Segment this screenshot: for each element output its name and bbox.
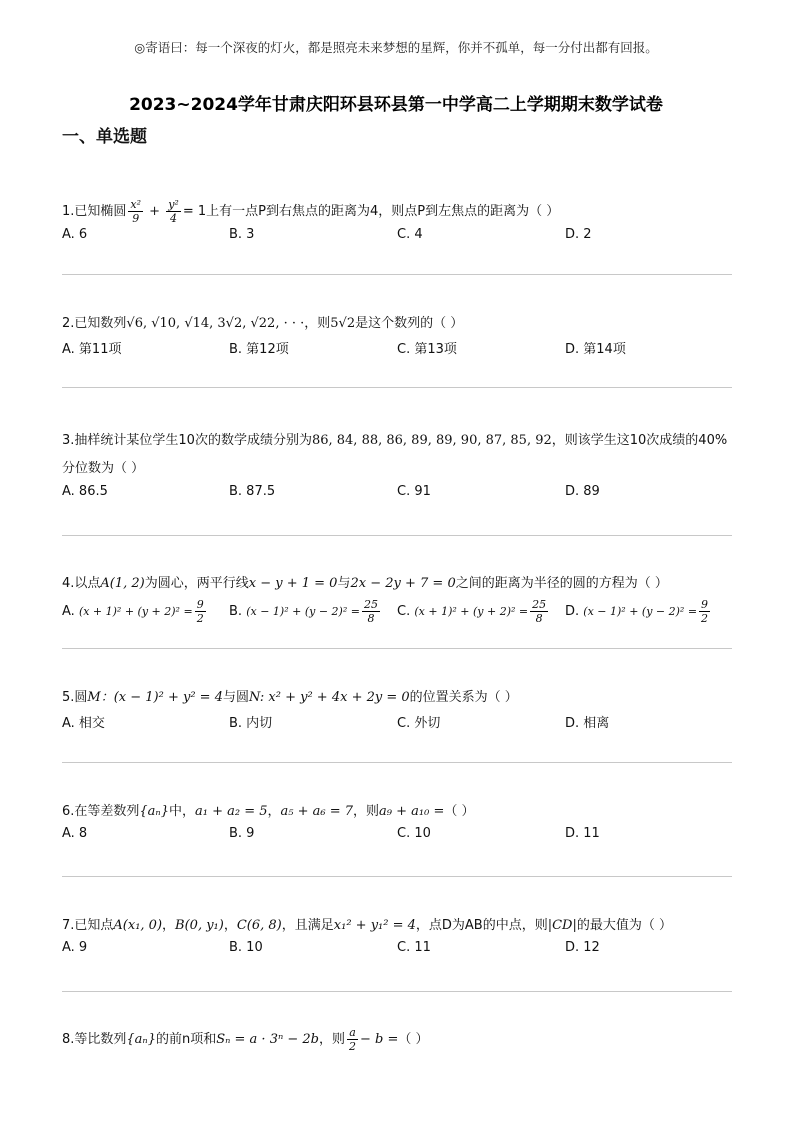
question-6 xyxy=(62,800,732,850)
question-5 xyxy=(62,686,732,736)
question-3-stem-line2: 分位数为（ ） xyxy=(62,461,145,476)
fraction: $\frac{\text{x²}}{9}$ xyxy=(130,198,142,225)
option-d[interactable]: D. 相离 xyxy=(565,716,610,731)
option-c[interactable]: C. 第13项 xyxy=(397,342,457,357)
options xyxy=(62,712,732,736)
option-d[interactable]: D. 11 xyxy=(565,826,600,841)
question-3 xyxy=(62,426,732,508)
fraction: $\frac{\text{y²}}{4}$ xyxy=(168,198,179,225)
question-8-stem: 8.等比数列{aₙ}的前n项和Sₙ = a · 3ⁿ − 2b，则 $\frac{a}{2}$ − b =（ ） xyxy=(62,1026,429,1053)
option-c[interactable]: C. (x + 1)² + (y + 2)² = $\frac{25}{8}$ xyxy=(397,598,547,625)
question-3-stem: 3.抽样统计某位学生10次的数学成绩分别为86, 84, 88, 86, 89, 89, 90, 87, 85, 92，则该学生这10次成绩的40% xyxy=(62,433,728,448)
options xyxy=(62,598,732,630)
option-a[interactable]: A. 86.5 xyxy=(62,484,108,499)
option-b[interactable]: B. 第12项 xyxy=(229,342,289,357)
option-d[interactable]: D. 2 xyxy=(565,227,592,242)
question-6-stem: 6.在等差数列{aₙ}中，a₁ + a₂ = 5，a₅ + a₆ = 7，则a₉ + a₁₀ =（ ） xyxy=(62,804,475,819)
divider xyxy=(62,762,732,763)
option-c[interactable]: C. 外切 xyxy=(397,716,441,731)
page-title: 2023~2024学年甘肃庆阳环县环县第一中学高二上学期期末数学试卷 xyxy=(129,95,663,115)
question-7 xyxy=(62,914,732,964)
question-2 xyxy=(62,312,732,362)
option-d[interactable]: D. (x − 1)² + (y − 2)² = $\frac{9}{2}$ xyxy=(565,598,709,625)
fraction: $\frac{a}{2}$ xyxy=(349,1026,357,1053)
option-b[interactable]: B. 3 xyxy=(229,227,255,242)
option-a[interactable]: A. 8 xyxy=(62,826,88,841)
option-b[interactable]: B. 87.5 xyxy=(229,484,276,499)
options xyxy=(62,484,732,508)
question-8 xyxy=(62,1026,732,1053)
question-1-stem: 1.已知椭圆 $\frac{\text{x²}}{9}$ + $\frac{\text{y²}}{4}$ = 1上有一点P到右焦点的距离为4，则点P到左焦点的距离为（ ） xyxy=(62,198,560,225)
option-b[interactable]: B. 10 xyxy=(229,940,263,955)
question-1-text: 1.已知椭圆 xyxy=(62,204,127,219)
question-1 xyxy=(62,198,732,251)
section-heading: 一、单选题 xyxy=(62,127,147,147)
option-b[interactable]: B. 9 xyxy=(229,826,255,841)
option-a[interactable]: A. 6 xyxy=(62,227,88,242)
question-7-stem: 7.已知点A(x₁, 0)，B(0, y₁)，C(6, 8)，且满足x₁² + y₁² = 4，点D为AB的中点，则|CD|的最大值为（ ） xyxy=(62,918,672,933)
option-b[interactable]: B. (x − 1)² + (y − 2)² = $\frac{25}{8}$ xyxy=(229,598,378,625)
option-d[interactable]: D. 89 xyxy=(565,484,600,499)
option-d[interactable]: D. 12 xyxy=(565,940,600,955)
question-1-text-rest: = 1上有一点P到右焦点的距离为4，则点P到左焦点的距离为（ ） xyxy=(182,204,560,219)
option-c[interactable]: C. 4 xyxy=(397,227,423,242)
question-4 xyxy=(62,572,732,630)
options xyxy=(62,227,732,251)
option-d[interactable]: D. 第14项 xyxy=(565,342,626,357)
divider xyxy=(62,387,732,388)
option-a[interactable]: A. 9 xyxy=(62,940,88,955)
option-a[interactable]: A. 第11项 xyxy=(62,342,122,357)
option-a[interactable]: A. 相交 xyxy=(62,716,105,731)
option-b[interactable]: B. 内切 xyxy=(229,716,273,731)
divider xyxy=(62,991,732,992)
option-c[interactable]: C. 91 xyxy=(397,484,431,499)
question-4-stem: 4.以点A(1, 2)为圆心，两平行线x − y + 1 = 0与2x − 2y + 7 = 0之间的距离为半径的圆的方程为（ ） xyxy=(62,576,668,591)
options xyxy=(62,338,732,362)
option-c[interactable]: C. 10 xyxy=(397,826,431,841)
question-5-stem: 5.圆M：(x − 1)² + y² = 4与圆N: x² + y² + 4x + 2y = 0的位置关系为（ ） xyxy=(62,690,518,705)
divider xyxy=(62,274,732,275)
divider xyxy=(62,876,732,877)
motto-banner: ◎寄语曰：每一个深夜的灯火，都是照亮未来梦想的星辉，你并不孤单，每一分付出都有回报。 xyxy=(134,40,658,55)
option-a[interactable]: A. (x + 1)² + (y + 2)² = $\frac{9}{2}$ xyxy=(62,598,204,625)
options xyxy=(62,826,732,850)
question-2-stem: 2.已知数列√6, √10, √14, 3√2, √22, · · ·，则5√2是这个数列的（ ） xyxy=(62,316,464,331)
options xyxy=(62,940,732,964)
option-c[interactable]: C. 11 xyxy=(397,940,431,955)
divider xyxy=(62,535,732,536)
divider xyxy=(62,648,732,649)
